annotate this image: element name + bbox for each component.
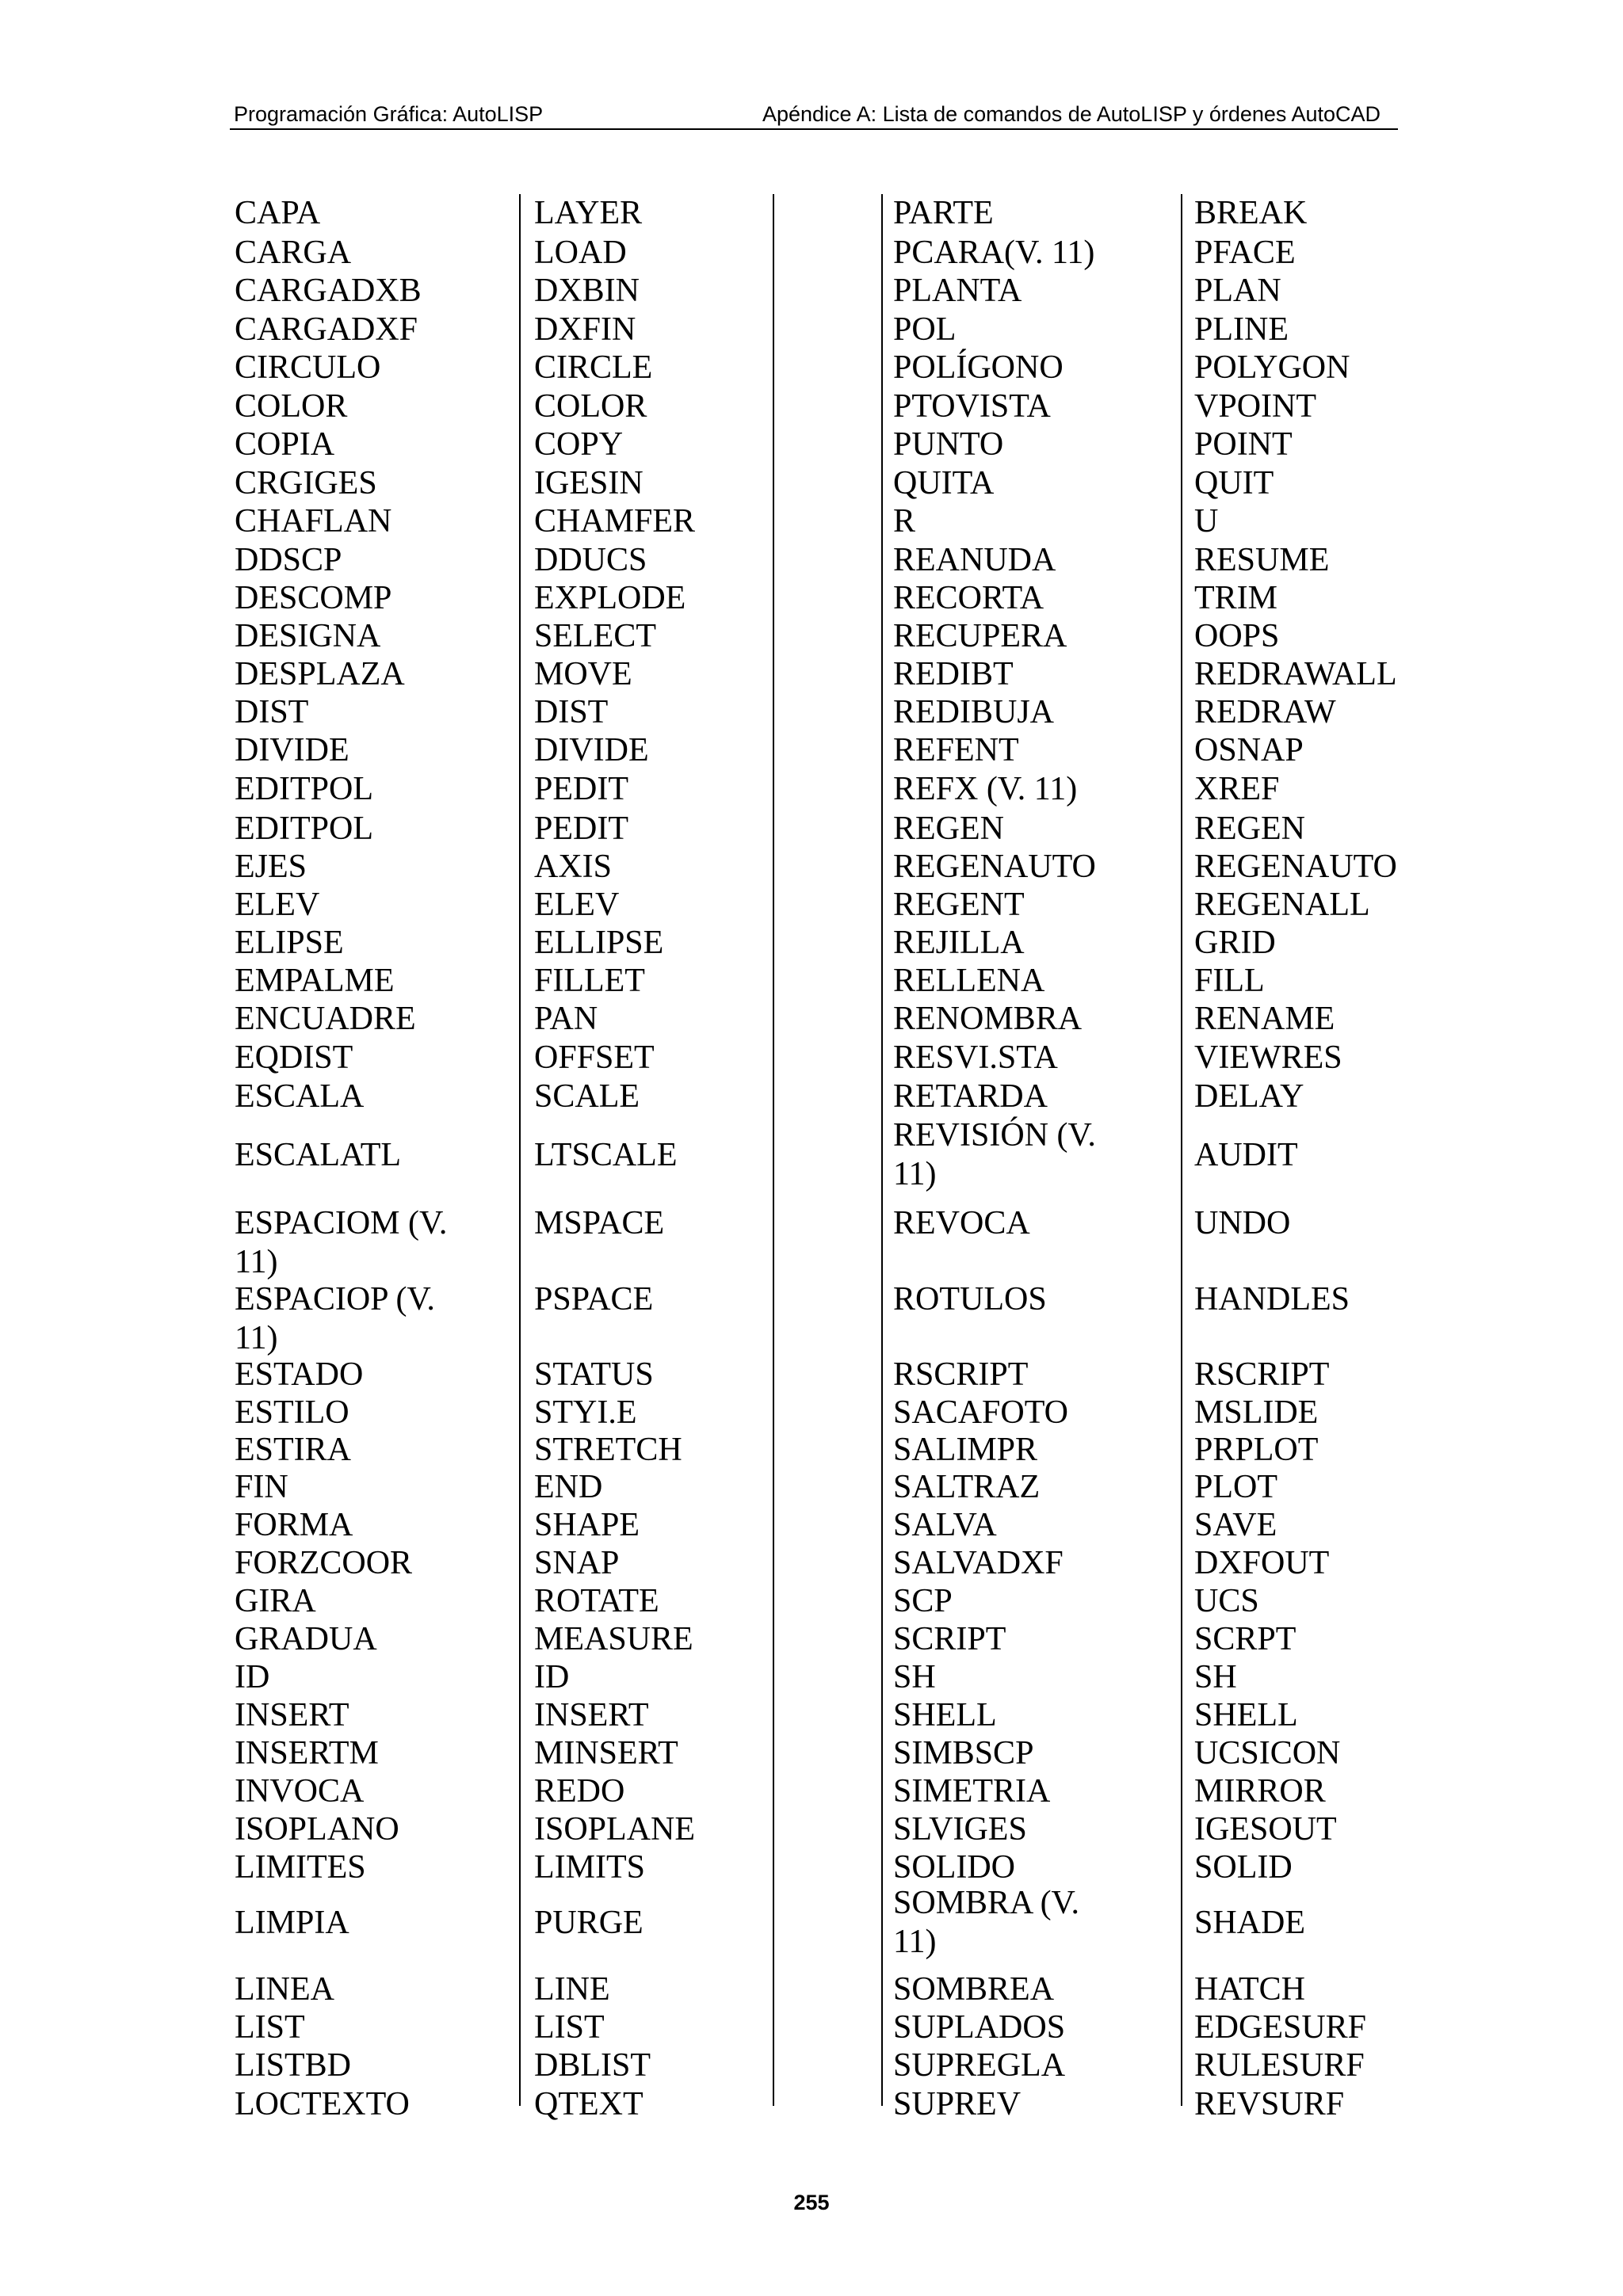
english-command: COLOR [534,388,647,425]
english-command: TRIM [1194,580,1277,616]
english-command: MEASURE [534,1621,693,1657]
english-command: ROTATE [534,1583,659,1619]
spanish-command: POL [893,311,957,348]
page-number: 255 [793,2191,830,2214]
english-command: PAN [534,1001,598,1037]
spanish-command: PTOVISTA [893,388,1051,425]
english-command: SCRPT [1194,1621,1296,1657]
english-command: RENAME [1194,1001,1335,1037]
english-command: LAYER [534,195,643,231]
english-command: END [534,1469,603,1505]
english-command: ID [534,1659,570,1695]
spanish-command: PARTE [893,195,994,231]
english-command: RSCRIPT [1194,1356,1330,1393]
spanish-command: ENCUADRE [235,1001,416,1037]
english-command: REGENALL [1194,887,1370,923]
english-command: PURGE [534,1904,643,1941]
spanish-command: LIMITES [235,1849,366,1886]
spanish-command: LINEA [235,1971,334,2008]
spanish-command: SUPREV [893,2086,1022,2122]
english-command: OFFSET [534,1039,655,1076]
english-command: SHAPE [534,1507,640,1543]
spanish-command: INVOCA [235,1773,365,1810]
english-command: LOAD [534,235,627,271]
spanish-command: DESCOMP [235,580,392,616]
english-command: FILLET [534,963,645,999]
spanish-command: RECORTA [893,580,1044,616]
english-command: DDUCS [534,542,647,578]
english-command: LTSCALE [534,1136,678,1173]
spanish-command: SH [893,1659,936,1695]
spanish-command: ESTIRA [235,1432,351,1468]
spanish-command: ELEV [235,887,320,923]
header-chapter-title: Apéndice A: Lista de comandos de AutoLISP y órdenes AutoCAD [762,102,1381,126]
english-command: SELECT [534,618,656,654]
spanish-command: REDIBUJA [893,694,1055,730]
english-command: PFACE [1194,235,1296,271]
spanish-command: RESVI.STA [893,1039,1058,1076]
spanish-command: FORMA [235,1507,353,1543]
spanish-command: SALTRAZ [893,1469,1041,1505]
spanish-command: SUPLADOS [893,2009,1066,2046]
english-command: ELEV [534,887,620,923]
spanish-command: SALVADXF [893,1545,1064,1581]
spanish-command: CARGA [235,235,352,271]
english-command: POINT [1194,426,1293,463]
english-command: QTEXT [534,2086,643,2122]
spanish-command: PLANTA [893,273,1022,309]
spanish-command: REJILLA [893,925,1025,961]
spanish-command: ESPACIOP (V. 11) [235,1281,435,1356]
spanish-command: FIN [235,1469,288,1505]
english-command: IGESOUT [1194,1811,1337,1848]
english-command: U [1194,503,1219,540]
spanish-command: RENOMBRA [893,1001,1083,1037]
english-command: HANDLES [1194,1281,1350,1318]
spanish-command: INSERT [235,1697,349,1733]
english-command: DIVIDE [534,732,649,769]
english-command: PLOT [1194,1469,1277,1505]
spanish-command: RSCRIPT [893,1356,1029,1393]
spanish-command: POLÍGONO [893,349,1064,386]
spanish-command: GRADUA [235,1621,377,1657]
spanish-command: EDITPOL [235,810,373,847]
spanish-command: CAPA [235,195,321,231]
english-command: SHELL [1194,1697,1298,1733]
spanish-command: RETARDA [893,1078,1048,1115]
spanish-command: R [893,503,916,540]
english-command: GRID [1194,925,1276,961]
spanish-command: SCRIPT [893,1621,1006,1657]
english-command: SNAP [534,1545,620,1581]
spanish-command: REFENT [893,732,1019,769]
english-command: MSLIDE [1194,1394,1319,1431]
spanish-command: INSERTM [235,1735,379,1772]
spanish-command: REGENAUTO [893,849,1096,885]
spanish-command: SOMBREA [893,1971,1055,2008]
spanish-command: RECUPERA [893,618,1067,654]
english-command: DBLIST [534,2047,651,2084]
english-command: PLAN [1194,273,1281,309]
english-command: SHADE [1194,1904,1306,1941]
spanish-command: PUNTO [893,426,1004,463]
spanish-command: SIMBSCP [893,1735,1034,1772]
spanish-command: ROTULOS [893,1281,1047,1318]
spanish-command: DIST [235,694,309,730]
header-book-title: Programación Gráfica: AutoLISP [234,102,544,126]
english-command: AXIS [534,849,613,885]
spanish-command: GIRA [235,1583,316,1619]
english-command: QUIT [1194,465,1274,502]
column-divider [773,194,774,2106]
english-command: PEDIT [534,810,628,847]
english-command: STATUS [534,1356,654,1393]
english-command: SH [1194,1659,1237,1695]
spanish-command: REVOCA [893,1205,1030,1241]
english-command: REDRAW [1194,694,1336,730]
english-command: MOVE [534,656,632,692]
column-divider [519,194,521,2106]
spanish-command: SALVA [893,1507,997,1543]
english-command: RULESURF [1194,2047,1365,2084]
spanish-command: SIMETRIA [893,1773,1051,1810]
english-command: COPY [534,426,624,463]
spanish-command: SHELL [893,1697,997,1733]
spanish-command: CHAFLAN [235,503,392,540]
spanish-command: LOCTEXTO [235,2086,410,2122]
spanish-command: CARGADXB [235,273,422,309]
english-command: LINE [534,1971,610,2008]
spanish-command: RELLENA [893,963,1045,999]
spanish-command: SOLIDO [893,1849,1015,1886]
spanish-command: DDSCP [235,542,342,578]
spanish-command: REDIBT [893,656,1014,692]
english-command: INSERT [534,1697,649,1733]
english-command: STRETCH [534,1432,682,1468]
column-divider [1181,194,1182,2106]
spanish-command: DESPLAZA [235,656,405,692]
english-command: HATCH [1194,1971,1306,2008]
english-command: DELAY [1194,1078,1304,1115]
english-command: LIMITS [534,1849,645,1886]
spanish-command: DESIGNA [235,618,381,654]
spanish-command: EJES [235,849,307,885]
spanish-command: SUPREGLA [893,2047,1066,2084]
english-command: REDRAWALL [1194,656,1397,692]
english-command: REDO [534,1773,625,1810]
spanish-command: REANUDA [893,542,1056,578]
english-command: XREF [1194,771,1280,807]
english-command: REGENAUTO [1194,849,1397,885]
english-command: IGESIN [534,465,643,502]
english-command: UCSICON [1194,1735,1341,1772]
english-command: CHAMFER [534,503,696,540]
spanish-command: ISOPLANO [235,1811,399,1848]
english-command: SCALE [534,1078,640,1115]
spanish-command: REGENT [893,887,1025,923]
english-command: VIEWRES [1194,1039,1342,1076]
english-command: MINSERT [534,1735,678,1772]
english-command: STYI.E [534,1394,637,1431]
english-command: ISOPLANE [534,1811,696,1848]
english-command: SOLID [1194,1849,1293,1886]
spanish-command: COPIA [235,426,335,463]
english-command: AUDIT [1194,1136,1298,1173]
spanish-command: LIST [235,2009,305,2046]
spanish-command: CIRCULO [235,349,381,386]
spanish-command: ESCALATL [235,1136,401,1173]
english-command: REGEN [1194,810,1305,847]
english-command: EDGESURF [1194,2009,1367,2046]
column-divider [881,194,883,2106]
spanish-command: REGEN [893,810,1004,847]
english-command: MIRROR [1194,1773,1326,1810]
spanish-command: ESTILO [235,1394,349,1431]
spanish-command: QUITA [893,465,995,502]
spanish-command: PCARA(V. 11) [893,235,1095,271]
spanish-command: DIVIDE [235,732,349,769]
english-command: RESUME [1194,542,1330,578]
spanish-command: SALIMPR [893,1432,1038,1468]
english-command: UCS [1194,1583,1259,1619]
spanish-command: SOMBRA (V. 11) [893,1885,1079,1960]
english-command: SAVE [1194,1507,1277,1543]
english-command: PRPLOT [1194,1432,1319,1468]
english-command: DXFIN [534,311,636,348]
english-command: PLINE [1194,311,1289,348]
spanish-command: REVISIÓN (V. 11) [893,1117,1096,1192]
english-command: BREAK [1194,195,1308,231]
spanish-command: ID [235,1659,270,1695]
english-command: DIST [534,694,609,730]
spanish-command: FORZCOOR [235,1545,413,1581]
english-command: MSPACE [534,1205,665,1241]
english-command: EXPLODE [534,580,686,616]
english-command: DXBIN [534,273,640,309]
english-command: UNDO [1194,1205,1291,1241]
spanish-command: EDITPOL [235,771,373,807]
english-command: PSPACE [534,1281,654,1318]
spanish-command: REFX (V. 11) [893,771,1078,807]
english-command: FILL [1194,963,1265,999]
spanish-command: EMPALME [235,963,395,999]
english-command: POLYGON [1194,349,1350,386]
english-command: ELLIPSE [534,925,664,961]
spanish-command: EQDIST [235,1039,353,1076]
spanish-command: CRGIGES [235,465,377,502]
english-command: CIRCLE [534,349,653,386]
english-command: REVSURF [1194,2086,1345,2122]
spanish-command: SACAFOTO [893,1394,1068,1431]
spanish-command: CARGADXF [235,311,418,348]
spanish-command: ESPACIOM (V. 11) [235,1205,448,1280]
spanish-command: SLVIGES [893,1811,1027,1848]
spanish-command: ESCALA [235,1078,365,1115]
english-command: PEDIT [534,771,628,807]
english-command: OOPS [1194,618,1280,654]
english-command: LIST [534,2009,605,2046]
spanish-command: COLOR [235,388,348,425]
english-command: DXFOUT [1194,1545,1330,1581]
english-command: VPOINT [1194,388,1316,425]
english-command: OSNAP [1194,732,1304,769]
spanish-command: ELIPSE [235,925,344,961]
spanish-command: ESTADO [235,1356,364,1393]
spanish-command: LISTBD [235,2047,351,2084]
spanish-command: LIMPIA [235,1904,349,1941]
spanish-command: SCP [893,1583,953,1619]
